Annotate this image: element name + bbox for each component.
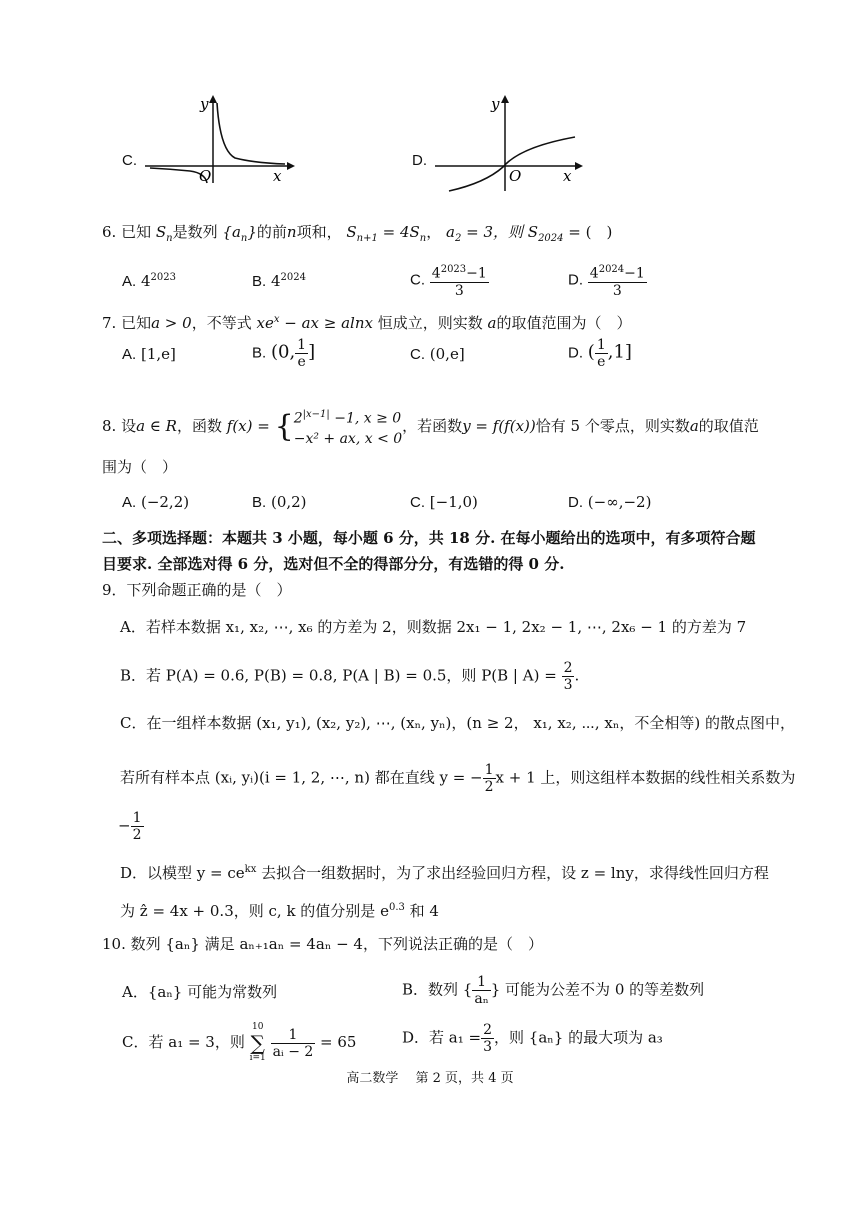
q7-option-c: C. (0,e] <box>410 345 465 363</box>
q8-option-b: B. (0,2) <box>252 493 307 511</box>
q9-option-c-line3: − $\frac{1}{2}$ <box>118 810 142 843</box>
q6-option-a: A. $4^{2023}$ <box>122 272 176 290</box>
graph-d-y-arrow <box>501 95 509 103</box>
graph-c-x-label: x <box>273 167 282 185</box>
q9-stem: 9．下列命题正确的是（ ） <box>102 581 292 599</box>
q8-option-a: A. (−2,2) <box>122 493 190 511</box>
page-footer: 高二数学 第 2 页，共 4 页 <box>346 1071 514 1086</box>
q7-option-d: D. ( $\frac{1}{e}$ ,1] <box>568 337 632 370</box>
q9-option-c-line1: C．在一组样本数据 (x₁, y₁), (x₂, y₂), ⋯, (xₙ, yₙ)，(n ≥ 2， x₁, x₂, ⋯, xₙ，不全相等) 的散点图中， <box>120 714 795 732</box>
q9-option-b: B．若 P(A) = 0.6, P(B) = 0.8, P(A | B) = 0.5，则 P(B | A) = $\frac{2}{3}$ . <box>120 660 580 693</box>
q9-option-a: A．若样本数据 x₁, x₂, ⋯, x₆ 的方差为 2，则数据 2x₁ − 1, 2x₂ − 1, ⋯, 2x₆ − 1 的方差为 7 <box>120 618 747 636</box>
section2-heading-line1: 二、多项选择题：本题共 3 小题，每小题 6 分，共 18 分. 在每小题给出的选项中，有多项符合题 <box>102 529 756 547</box>
graph-c-origin: O <box>199 167 212 185</box>
graph-d-y-label: y <box>491 95 500 113</box>
q10-option-a: A．{aₙ} 可能为常数列 <box>122 983 278 1001</box>
graph-c-x-arrow <box>287 162 295 170</box>
q8-stem: 8. 设a ∈ R，函数 f(x) = { $2^{|x-1|} -1$, x ≥ 0 −x² + ax, x < 0 ，若函数y = f(f(x))恰有 5 个零点，则实数a的取值范 <box>102 408 759 447</box>
graph-d <box>435 95 585 195</box>
graph-c <box>145 95 295 185</box>
q6-stem: 6. 已知 $S_n$是数列 $\{a_n\}$的前n项和， $S_{n+1} = 4S_n$， $a_2 = 3$，则 $S_{2024}$ = ( ) <box>102 223 613 244</box>
graph-c-curve-right <box>217 103 285 164</box>
q7-option-b: B. (0, $\frac{1}{e}$ ] <box>252 337 316 370</box>
q6-option-c: C. $\frac{4^{2023}-1}{3}$ <box>410 264 487 299</box>
graph-d-x-label: x <box>563 167 572 185</box>
section2-heading-line2: 目要求. 全部选对得 6 分，选对但不全的得部分分，有选错的得 0 分. <box>102 555 565 573</box>
q7-stem: 7. 已知a > 0，不等式 $xe^x$ − ax ≥ alnx 恒成立，则实数 a的取值范围为（ ） <box>102 314 632 332</box>
q6-option-d: D. $\frac{4^{2024}-1}{3}$ <box>568 264 645 299</box>
q9-option-c-line2: 若所有样本点 (xᵢ, yᵢ)(i = 1, 2, ⋯, n) 都在直线 y = − $\frac{1}{2}$ x + 1 上，则这组样本数据的线性相关系数为 <box>120 762 796 795</box>
graph-c-y-label: y <box>200 95 209 113</box>
graph-c-y-arrow <box>209 95 217 103</box>
q9-option-d-line2: 为 ẑ = 4x + 0.3，则 c, k 的值分别是 $e^{0.3}$ 和 4 <box>120 902 439 920</box>
graph-d-origin: O <box>509 167 522 185</box>
graph-d-x-arrow <box>575 162 583 170</box>
q8-option-c: C. [−1,0) <box>410 493 478 511</box>
q7-option-a: A. [1,e] <box>122 345 176 363</box>
q6-option-b: B. $4^{2024}$ <box>252 272 306 290</box>
q9-option-d-line1: D．以模型 $y = ce^{kx}$ 去拟合一组数据时，为了求出经验回归方程，设 z = lny，求得线性回归方程 <box>120 864 769 882</box>
q8-option-d: D. (−∞,−2) <box>568 493 652 511</box>
q8-stem-line2: 围为（ ） <box>102 458 178 476</box>
q10-option-d: D．若 a₁ = $\frac{2}{3}$ ，则 {aₙ} 的最大项为 a₃ <box>402 1022 663 1055</box>
graph-d-label: D. <box>412 152 427 169</box>
q10-option-b: B．数列 { $\frac{1}{\text{aₙ}}$ } 可能为公差不为 0 的等差数列 <box>402 974 705 1007</box>
q10-option-c: C．若 a₁ = 3，则 10 ∑ i=1 $\frac{1}{\text{aᵢ − 2}}$ = 65 <box>122 1022 357 1063</box>
graph-c-label: C. <box>122 152 137 169</box>
q10-stem: 10. 数列 {aₙ} 满足 aₙ₊₁aₙ = 4aₙ − 4，下列说法正确的是（ ） <box>102 935 543 953</box>
